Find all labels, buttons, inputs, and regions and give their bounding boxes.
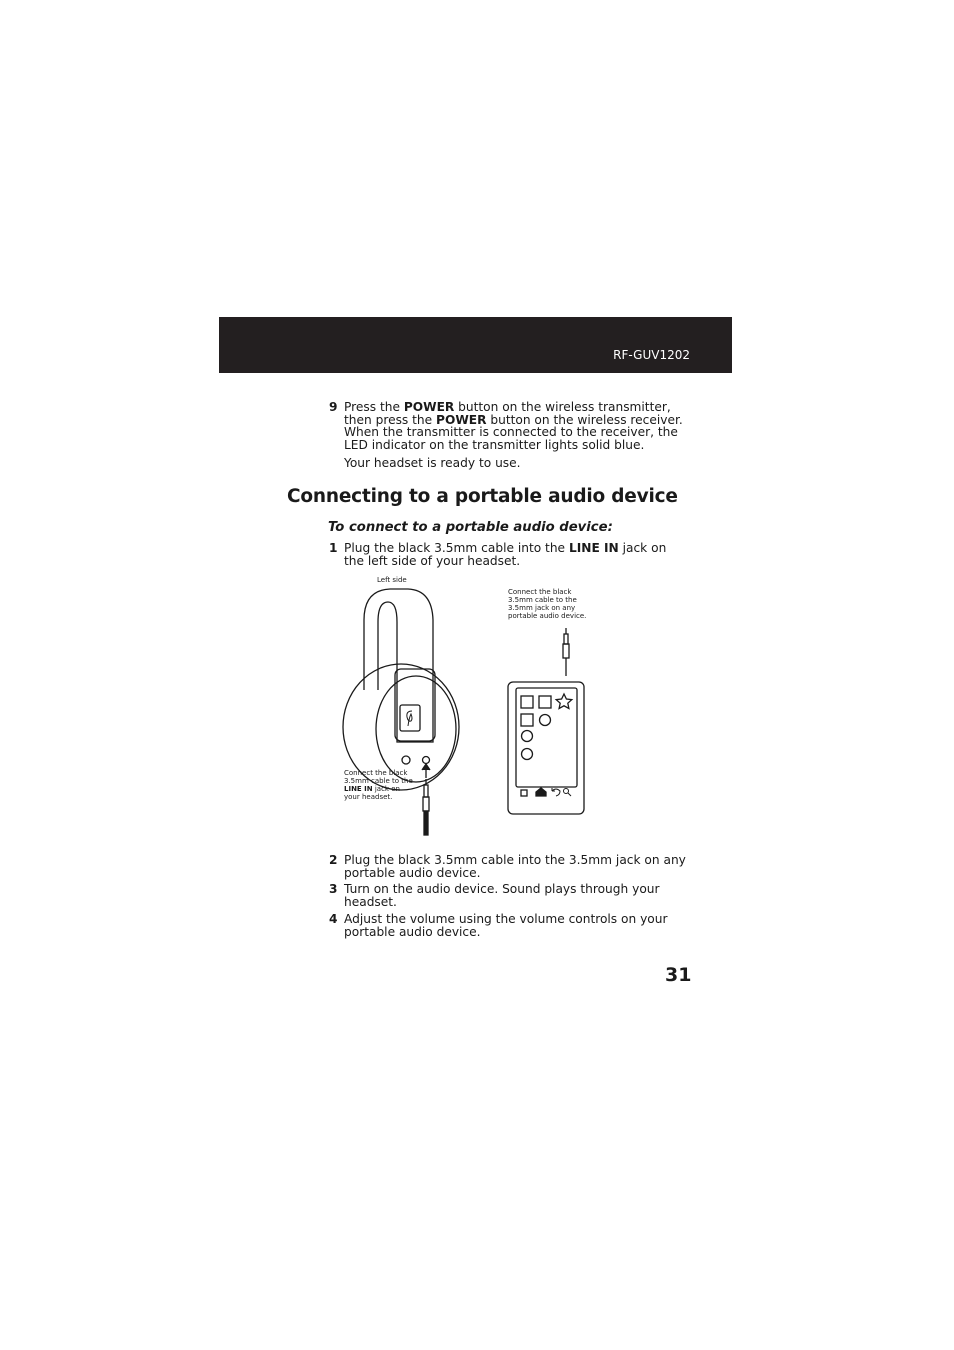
step-number: 2 bbox=[329, 853, 338, 867]
step-number: 9 bbox=[329, 400, 338, 414]
step-2 bbox=[329, 854, 689, 879]
step-number: 1 bbox=[329, 541, 338, 555]
step-text: Turn on the audio device. Sound plays through your headset. bbox=[344, 882, 660, 909]
menu-key-icon bbox=[521, 790, 527, 796]
step-text: Press the POWER button on the wireless transmitter, then press the POWER button on the wireless receiver. When the transmitter is connected to the receiver, the LED indicator on the transmitter lights solid blue. bbox=[344, 400, 683, 452]
step-text: Plug the black 3.5mm cable into the 3.5mm jack on any portable audio device. bbox=[344, 853, 686, 880]
device-cable-plug bbox=[563, 628, 569, 676]
search-key-icon bbox=[564, 789, 569, 794]
step-text: Adjust the volume using the volume controls on your portable audio device. bbox=[344, 912, 668, 939]
app-icon bbox=[522, 731, 533, 742]
step-3 bbox=[329, 883, 689, 908]
app-icon bbox=[539, 696, 551, 708]
headset-cable-plug bbox=[423, 779, 429, 835]
back-key-icon bbox=[552, 788, 560, 796]
section-title: Connecting to a portable audio device bbox=[287, 486, 678, 507]
step-1 bbox=[329, 542, 689, 567]
star-icon bbox=[556, 694, 572, 709]
left-side-label: Left side bbox=[377, 576, 407, 584]
step-text: Plug the black 3.5mm cable into the LINE IN jack on the left side of your headset. bbox=[344, 541, 667, 568]
app-icon bbox=[540, 715, 551, 726]
headset-caption: Connect the black 3.5mm cable to the LINE IN jack on your headset. bbox=[344, 769, 413, 801]
header-bar bbox=[219, 317, 732, 373]
device-caption: Connect the black 3.5mm cable to the 3.5mm jack on any portable audio device. bbox=[508, 588, 587, 620]
step-number: 3 bbox=[329, 882, 338, 896]
logo-icon bbox=[407, 711, 412, 726]
home-key-icon bbox=[536, 788, 546, 796]
procedure-heading: To connect to a portable audio device: bbox=[328, 520, 613, 535]
app-icon bbox=[521, 696, 533, 708]
app-icon bbox=[521, 714, 533, 726]
headband bbox=[364, 589, 433, 742]
line-in-jack bbox=[402, 756, 410, 764]
step-9 bbox=[329, 401, 689, 451]
step-number: 4 bbox=[329, 912, 338, 926]
page-number: 31 bbox=[665, 964, 692, 986]
app-icon bbox=[522, 749, 533, 760]
connection-illustration bbox=[330, 572, 600, 842]
step-4 bbox=[329, 913, 689, 938]
inner-ear-cushion bbox=[376, 676, 456, 782]
step-9-note: Your headset is ready to use. bbox=[344, 456, 521, 470]
model-number: RF-GUV1202 bbox=[613, 348, 690, 362]
